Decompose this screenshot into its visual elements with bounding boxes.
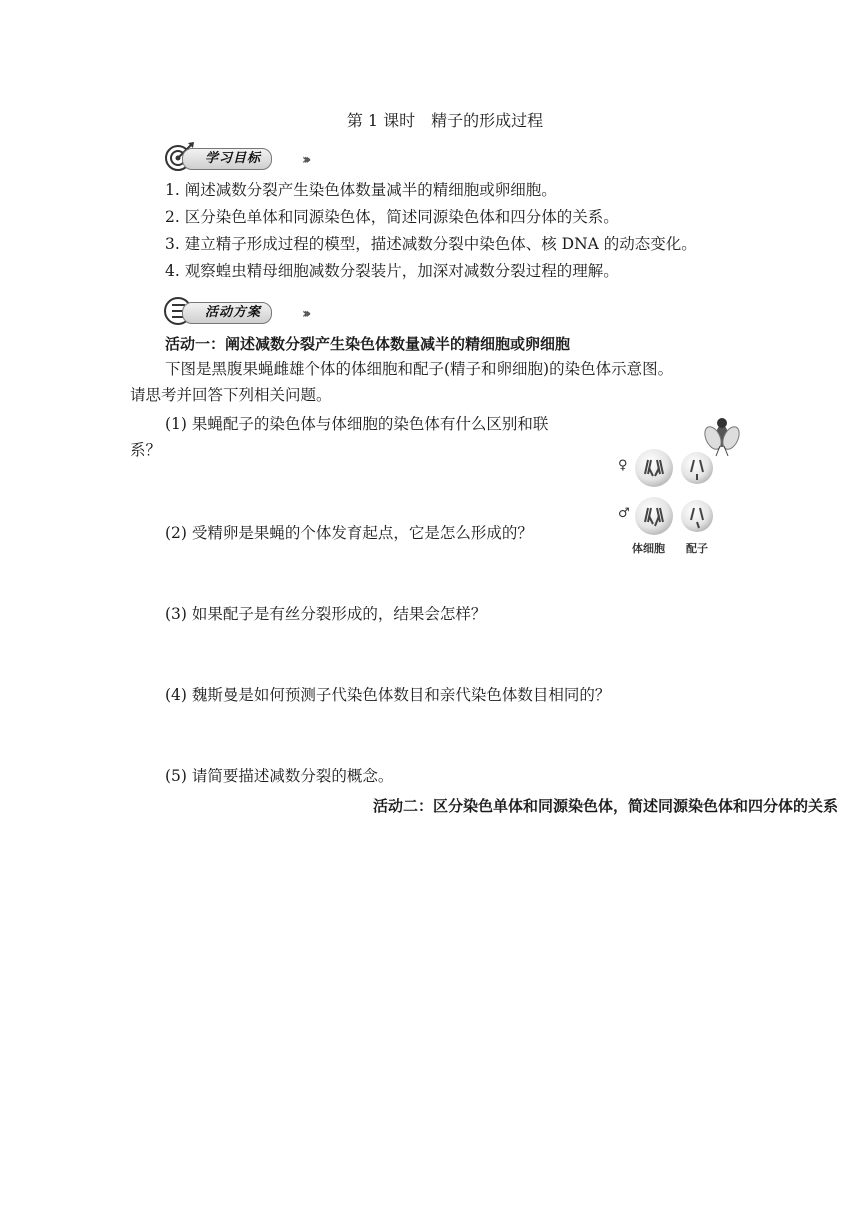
objectives-label: 学习目标 [182,148,272,170]
objective-item: 4. 观察蝗虫精母细胞减数分裂装片，加深对减数分裂过程的理解。 [165,262,619,280]
question-1: (1) 果蝇配子的染色体与体细胞的染色体有什么区别和联 [165,415,549,433]
chevron-right-icon: ››› [302,152,308,168]
intro-text: 请思考并回答下列相关问题。 [130,386,332,404]
cell-icon [635,497,673,535]
label-somatic: 体细胞 [632,542,665,555]
intro-text: 下图是黑腹果蝇雌雄个体的体细胞和配子(精子和卵细胞)的染色体示意图。 [165,360,674,378]
activities-label: 活动方案 [182,302,272,324]
female-symbol: ♀ [618,458,628,473]
chevron-right-icon: ››› [302,306,308,322]
activity-title: 活动二：区分染色单体和同源染色体，简述同源染色体和四分体的关系 [373,797,839,815]
chromosome-figure [612,412,742,560]
page-title: 第 1 课时 精子的形成过程 [346,111,544,130]
activities-banner [162,294,342,326]
question-4: (4) 魏斯曼是如何预测子代染色体数目和亲代染色体数目相同的？ [165,686,611,704]
cell-icon [635,449,673,487]
cell-icon [681,500,713,532]
male-symbol: ♂ [618,506,630,521]
objectives-banner [162,140,342,172]
question-2: (2) 受精卵是果蝇的个体发育起点，它是怎么形成的？ [165,524,533,542]
fruit-fly-icon [702,418,742,456]
question-1-cont: 系？ [130,441,162,459]
chromosome-diagram [612,412,742,560]
objective-item: 3. 建立精子形成过程的模型，描述减数分裂中染色体、核 DNA 的动态变化。 [165,235,697,253]
activity-title: 活动一：阐述减数分裂产生染色体数量减半的精细胞或卵细胞 [165,335,571,353]
objective-item: 2. 区分染色单体和同源染色体，简述同源染色体和四分体的关系。 [165,208,619,226]
question-3: (3) 如果配子是有丝分裂形成的，结果会怎样？ [165,605,487,623]
label-gamete: 配子 [686,542,708,555]
question-5: (5) 请简要描述减数分裂的概念。 [165,767,394,785]
objective-item: 1. 阐述减数分裂产生染色体数量减半的精细胞或卵细胞。 [165,181,557,199]
